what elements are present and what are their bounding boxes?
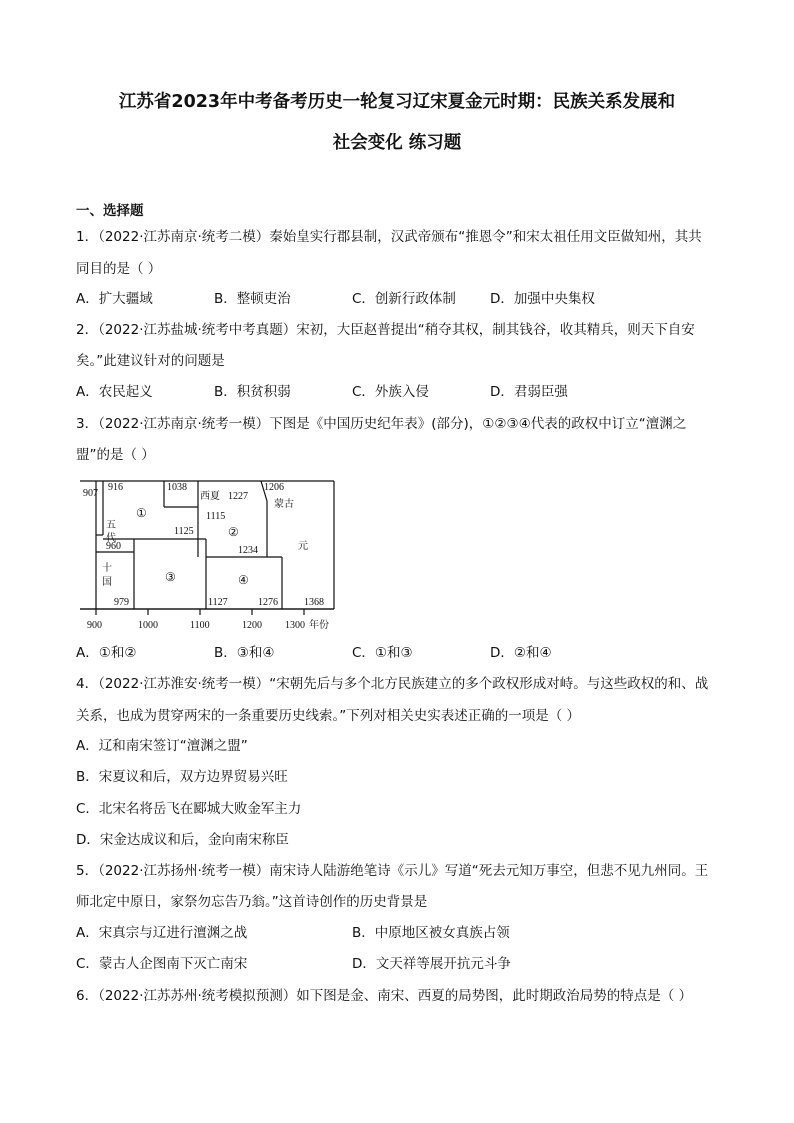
question-4-option-c: C．北宋名将岳飞在郾城大败金军主力 (76, 801, 302, 817)
year-label: 1276 (258, 597, 278, 608)
year-label: 1368 (304, 597, 324, 608)
year-label: 1127 (208, 597, 228, 608)
shiguo-label-bottom: 国 (102, 577, 112, 588)
question-3-option-d: D．②和④ (490, 645, 552, 661)
year-label: 1115 (206, 511, 226, 522)
regime-label-1: ① (136, 506, 147, 520)
regime-label-4: ④ (238, 573, 249, 587)
question-1-option-b: B．整顿吏治 (214, 291, 291, 307)
regime-label-3: ③ (165, 570, 176, 584)
xixia-label: 西夏 (200, 491, 220, 502)
year-label: 1125 (174, 526, 194, 537)
question-4-option-b: B．宋夏议和后，双方边界贸易兴旺 (76, 769, 288, 785)
regime-label-2: ② (228, 525, 239, 539)
question-5-option-b: B．中原地区被女真族占领 (352, 925, 510, 941)
year-label: 1227 (228, 491, 248, 502)
question-5-option-a: A．宋真宗与辽进行澶渊之战 (76, 925, 248, 941)
question-1-stem-line-1: 1．（2022·江苏南京·统考二模）秦始皇实行郡县制，汉武帝颁布“推恩令”和宋太祖任用文臣做知州，其共 (76, 229, 702, 245)
question-1-option-c: C．创新行政体制 (352, 291, 456, 307)
question-4-stem-line-1: 4．（2022·江苏淮安·统考一模）“宋朝先后与多个北方民族建立的多个政权形成对峙。与这些政权的和、战 (76, 676, 709, 692)
yuan-label: 元 (298, 541, 308, 552)
question-2-option-a: A．农民起义 (76, 384, 153, 400)
shiguo-label-top: 十 (102, 563, 112, 574)
question-1-option-d: D．加强中央集权 (490, 291, 595, 307)
doc-title-line-2: 社会变化 练习题 (332, 133, 462, 153)
question-5-stem-line-2: 师北定中原日，家祭勿忘告乃翁。”这首诗创作的历史背景是 (76, 894, 428, 910)
question-3-option-c: C．①和③ (352, 645, 413, 661)
axis-tick-label: 900 (87, 620, 102, 629)
axis-tick-label: 1300 (285, 620, 305, 629)
question-2-stem-line-1: 2．（2022·江苏盐城·统考中考真题）宋初，大臣赵普提出“稍夺其权，制其钱谷，收其精兵，则天下自安 (76, 322, 695, 338)
axis-tick-label: 1100 (190, 620, 210, 629)
question-2-option-d: D．君弱臣强 (490, 384, 568, 400)
doc-title-line-1: 江苏省2023年中考备考历史一轮复习辽宋夏金元时期：民族关系发展和 (118, 92, 676, 112)
section-heading: 一、选择题 (76, 203, 144, 219)
question-2-option-c: C．外族入侵 (352, 384, 429, 400)
question-3-option-a: A．①和② (76, 645, 137, 661)
question-6-stem-line-1: 6．（2022·江苏苏州·统考模拟预测）如下图是金、南宋、西夏的局势图，此时期政治局势的特点是（ ） (76, 988, 693, 1004)
question-2-stem-line-2: 矣。”此建议针对的问题是 (76, 353, 225, 369)
axis-tick-label: 1000 (138, 620, 158, 629)
menggu-label: 蒙古 (274, 499, 294, 510)
year-label: 960 (106, 541, 121, 552)
question-4-stem-line-2: 关系，也成为贯穿两宋的一条重要历史线索。”下列对相关史实表述正确的一项是（ ） (76, 708, 581, 724)
axis-unit-label: 年份 (309, 620, 329, 629)
question-3-stem-line-2: 盟”的是（ ） (76, 447, 155, 463)
year-label: 907 (83, 488, 98, 499)
year-label: 916 (108, 482, 123, 493)
year-label: 1038 (167, 482, 187, 493)
wudai-label-top: 五 (106, 520, 116, 531)
question-1-option-a: A．扩大疆域 (76, 291, 153, 307)
chronology-table-figure (78, 477, 348, 629)
year-label: 1234 (238, 545, 258, 556)
question-5-stem-line-1: 5．（2022·江苏扬州·统考一模）南宋诗人陆游绝笔诗《示儿》写道“死去元知万事空，但悲不见九州同。王 (76, 863, 709, 879)
question-2-option-b: B．积贫积弱 (214, 384, 291, 400)
question-1-stem-line-2: 同目的是（ ） (76, 261, 162, 277)
question-3-option-b: B．③和④ (214, 645, 275, 661)
question-5-option-d: D．文天祥等展开抗元斗争 (352, 956, 511, 972)
year-label: 979 (114, 597, 129, 608)
question-4-option-a: A．辽和南宋签订“澶渊之盟” (76, 738, 248, 754)
question-3-stem-line-1: 3．（2022·江苏南京·统考一模）下图是《中国历史纪年表》(部分)，①②③④代表的政权中订立“澶渊之 (76, 416, 687, 432)
year-label: 1206 (264, 482, 284, 493)
question-4-option-d: D．宋金达成议和后，金向南宋称臣 (76, 832, 289, 848)
question-5-option-c: C．蒙古人企图南下灭亡南宋 (76, 956, 248, 972)
wudai-label-bottom: 代 (106, 533, 116, 544)
axis-tick-label: 1200 (242, 620, 262, 629)
